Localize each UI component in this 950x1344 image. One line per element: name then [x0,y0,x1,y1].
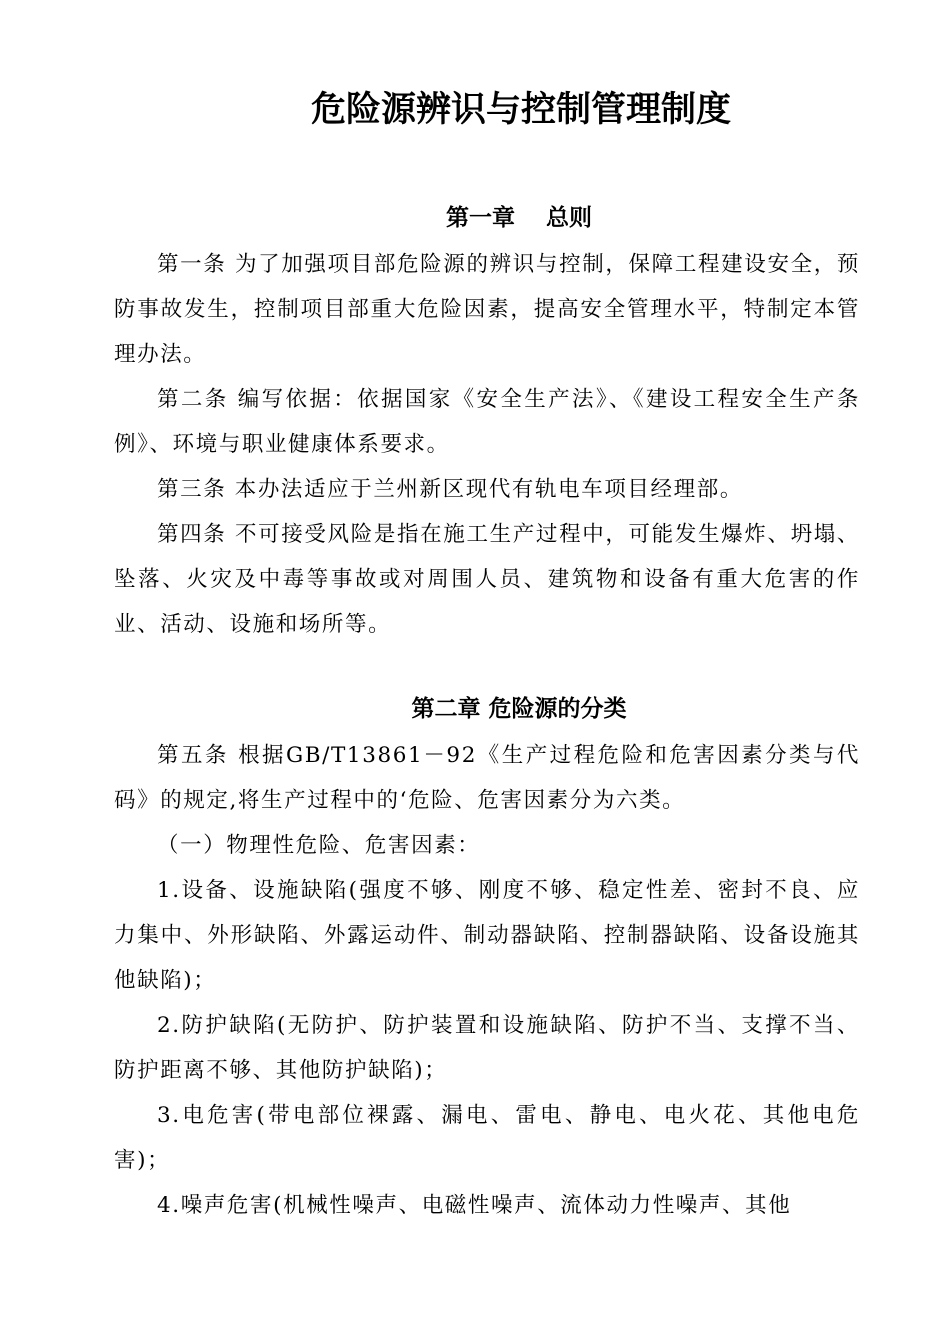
chapter-1-heading: 第一章 总则 [445,205,592,231]
category-physical: （一）物理性危险、危害因素： [157,833,481,858]
chapter-2-body [114,733,860,1228]
article-4: 第四条 不可接受风险是指在施工生产过程中，可能发生爆炸、坍塌、坠落、火灾及中毒等事故或对周围人员、建筑物和设备有重大危害的作业、活动、设施和场所等。 [114,522,860,637]
document-title: 危险源辨识与控制管理制度 [310,90,731,130]
article-2: 第二条 编写依据：依据国家《安全生产法》、《建设工程安全生产条例》、环境与职业健康体系要求。 [114,387,860,457]
chapter-1-body [114,242,860,647]
item-equipment-defects: 1.设备、设施缺陷(强度不够、刚度不够、稳定性差、密封不良、应力集中、外形缺陷、外露运动件、制动器缺陷、控制器缺陷、设备设施其他缺陷)； [114,878,860,993]
article-3: 第三条 本办法适应于兰州新区现代有轨电车项目经理部。 [157,477,743,502]
article-1: 第一条 为了加强项目部危险源的辨识与控制，保障工程建设安全，预防事故发生，控制项目部重大危险因素，提高安全管理水平，特制定本管理办法。 [114,252,860,367]
chapter-2-heading: 第二章 危险源的分类 [411,696,627,722]
item-protection-defects: 2.防护缺陷(无防护、防护装置和设施缺陷、防护不当、支撑不当、防护距离不够、其他防护缺陷)； [114,1013,860,1083]
article-5: 第五条 根据GB/T13861－92《生产过程危险和危害因素分类与代码》的规定,将生产过程中的‘危险、危害因素分为六类。 [114,743,860,813]
item-electrical-hazard: 3.电危害(带电部位裸露、漏电、雷电、静电、电火花、其他电危害)； [114,1103,860,1173]
item-noise-hazard: 4.噪声危害(机械性噪声、电磁性噪声、流体动力性噪声、其他 [157,1193,792,1218]
